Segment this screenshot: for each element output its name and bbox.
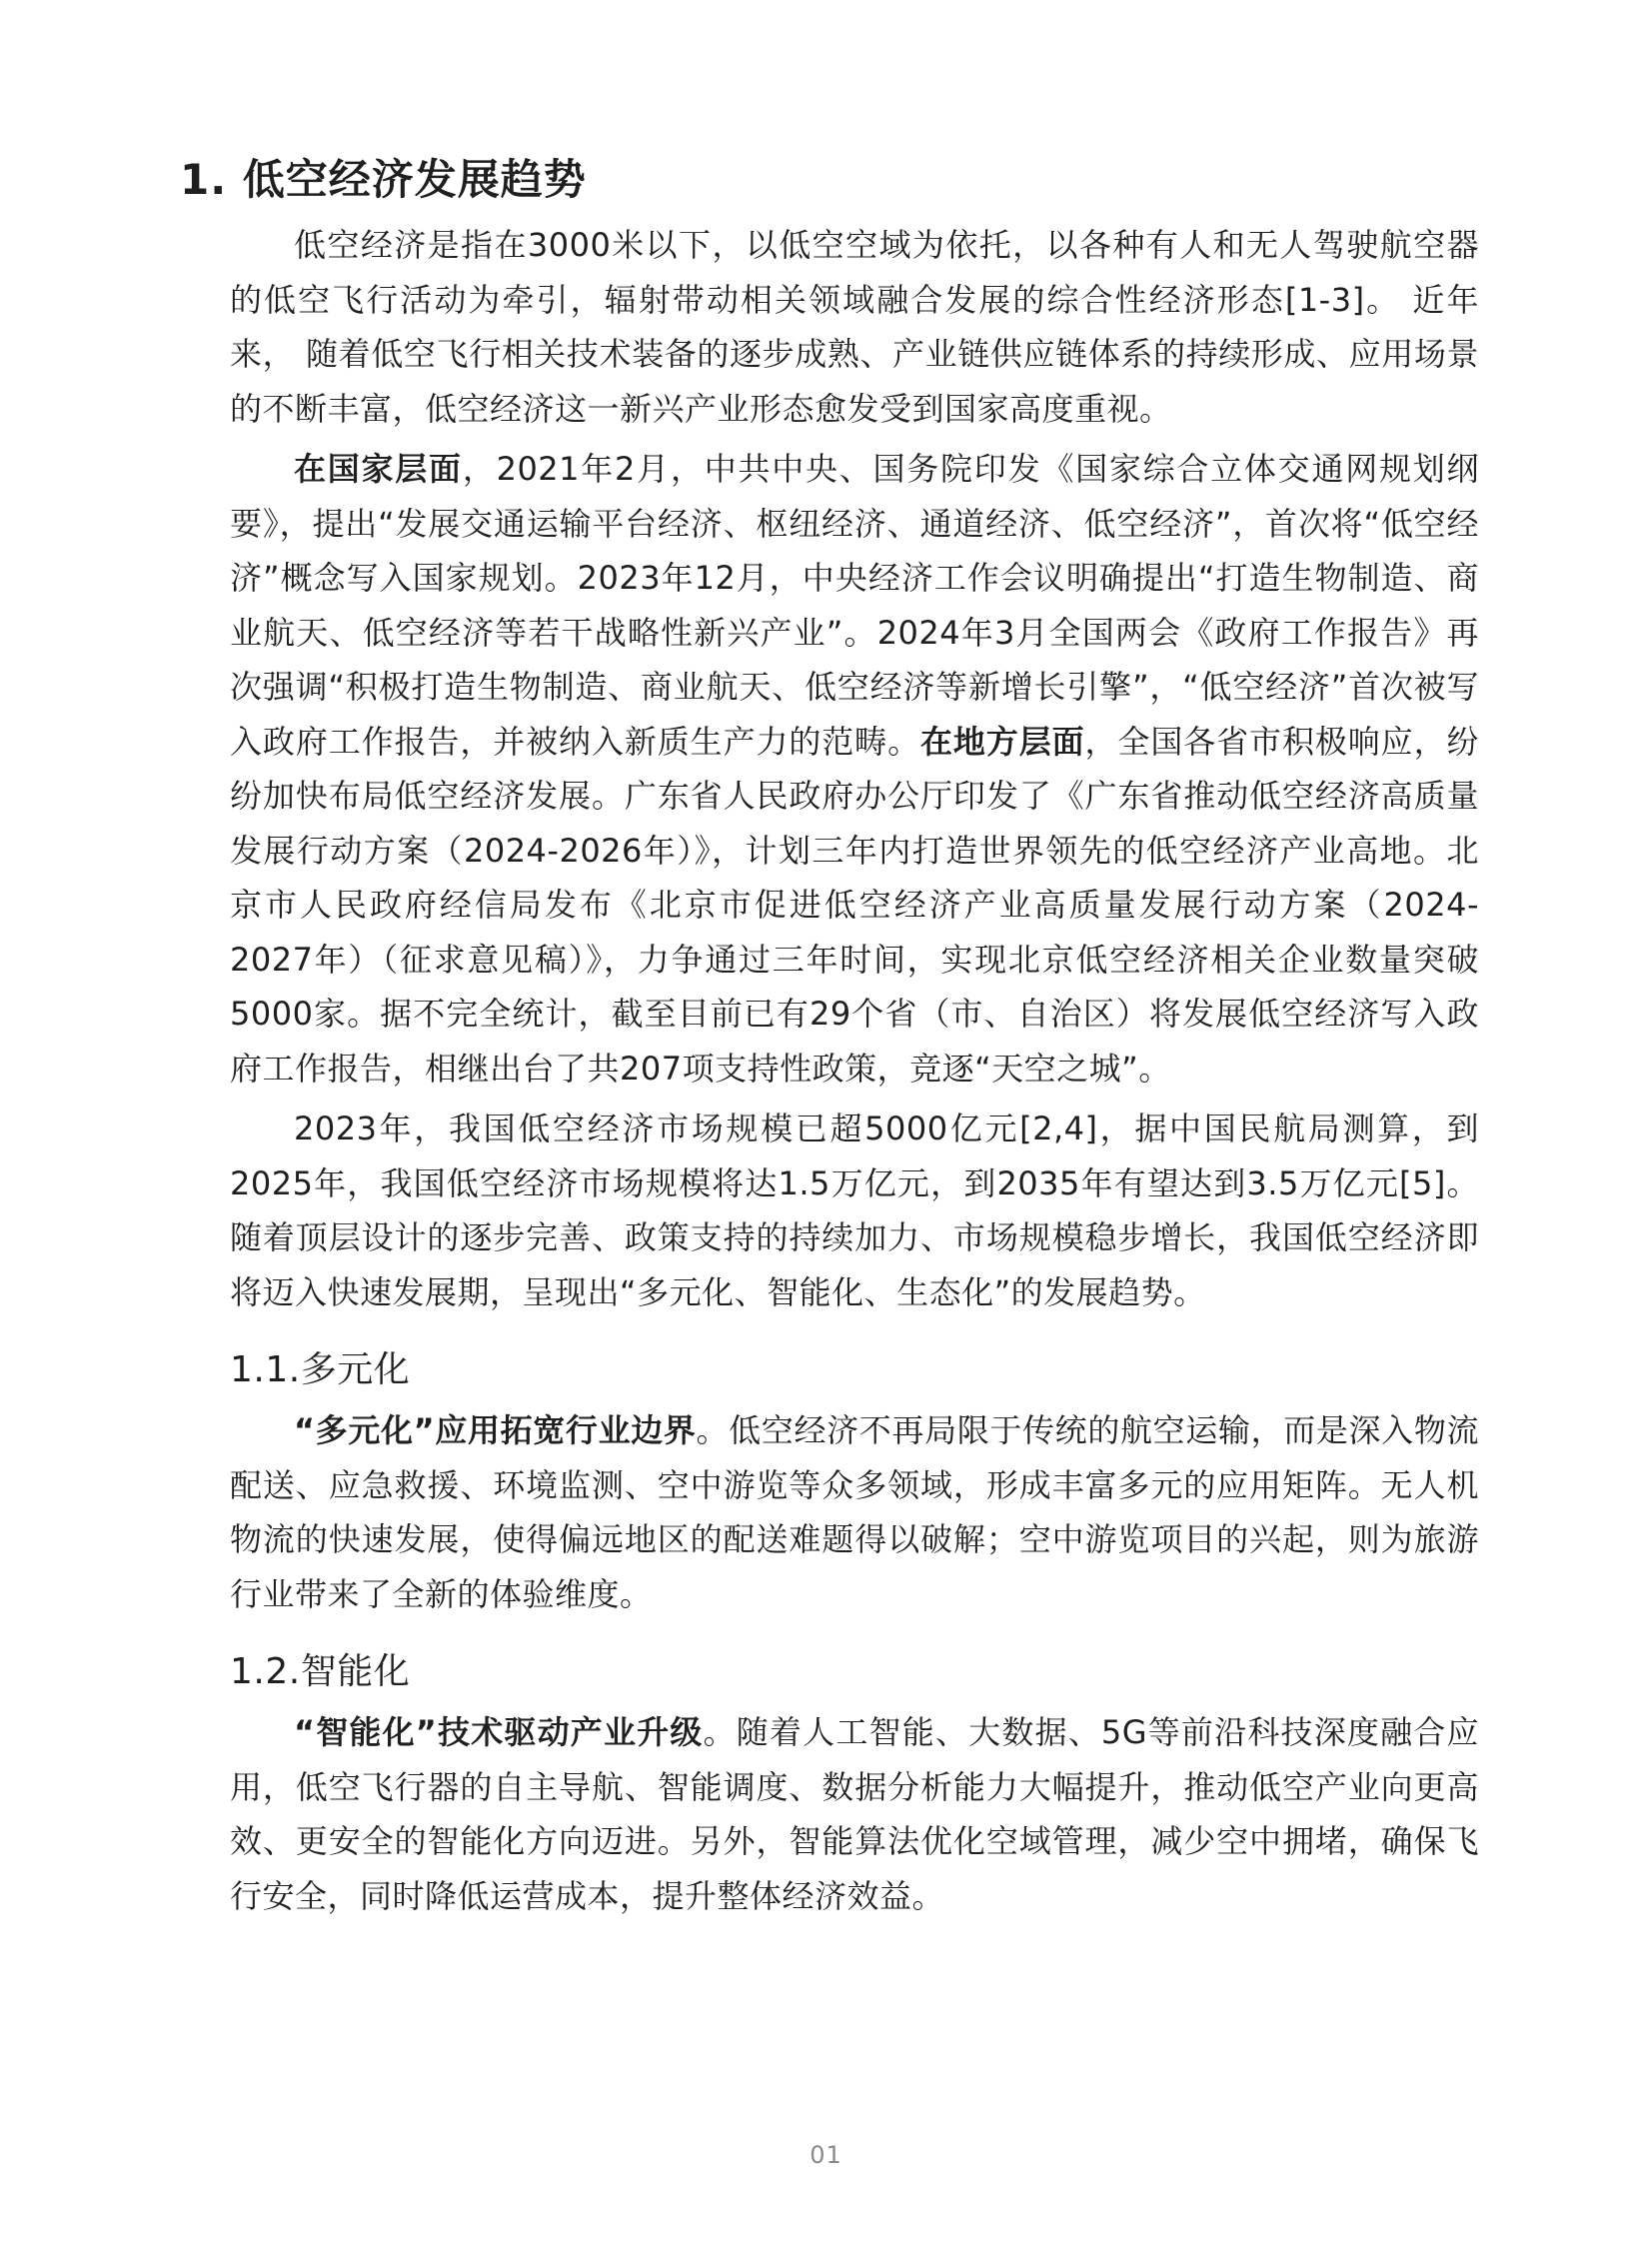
paragraph-diversification	[230, 1403, 1479, 1621]
bold-diversification: “多元化”应用拓宽行业边界	[294, 1411, 697, 1449]
paragraph-policy	[230, 442, 1479, 1096]
subsection-heading-intelligence: 1.2.智能化	[230, 1651, 411, 1692]
page-content	[180, 150, 1479, 1929]
subsection-heading-diversification: 1.1.多元化	[230, 1349, 411, 1390]
text-intelligence: 。随着人工智能、大数据、5G等前沿科技深度融合应用，低空飞行器的自主导航、智能调度、数据分析能力大幅提升，推动低空产业向更高效、更安全的智能化方向迈进。另外，智能算法优化空域管理，减少空中拥堵，确保飞行安全，同时降低运营成本，提升整体经济效益。	[230, 1713, 1479, 1915]
bold-local-level: 在地方层面	[920, 722, 1085, 761]
bold-intelligence: “智能化”技术驱动产业升级	[294, 1713, 704, 1751]
page-number: 01	[810, 2141, 842, 2169]
text-local-level: ，全国各省市积极响应，纷纷加快布局低空经济发展。广东省人民政府办公厅印发了《广东省推动低空经济高质量发展行动方案（2024-2026年）》，计划三年内打造世界领先的低空经济产业高地。北京市人民政府经信局发布《北京市促进低空经济产业高质量发展行动方案（2024-2027年）（征求意见稿）》，力争通过三年时间，实现北京低空经济相关企业数量突破5000家。据不完全统计，截至目前已有29个省（市、自治区）将发展低空经济写入政府工作报告，相继出台了共207项支持性政策，竞逐“天空之城”。	[230, 722, 1479, 1088]
section-heading: 1. 低空经济发展趋势	[180, 155, 587, 204]
text-diversification: 。低空经济不再局限于传统的航空运输，而是深入物流配送、应急救援、环境监测、空中游览等众多领域，形成丰富多元的应用矩阵。无人机物流的快速发展，使得偏远地区的配送难题得以破解；空中游览项目的兴起，则为旅游行业带来了全新的体验维度。	[230, 1411, 1479, 1613]
paragraph-intro: 低空经济是指在3000米以下，以低空空域为依托，以各种有人和无人驾驶航空器的低空飞行活动为牵引，辐射带动相关领域融合发展的综合性经济形态[1-3]。 近年来， 随着低空飞行相关技术装备的逐步成熟、产业链供应链体系的持续形成、应用场景的不断丰富，低空经济这一新兴产业形态愈发受到国家高度重视。	[230, 226, 1479, 428]
text-national-level: ，2021年2月，中共中央、国务院印发《国家综合立体交通网规划纲要》，提出“发展交通运输平台经济、枢纽经济、通道经济、低空经济”，首次将“低空经济”概念写入国家规划。2023年12月，中央经济工作会议明确提出“打造生物制造、商业航天、低空经济等若干战略性新兴产业”。2024年3月全国两会《政府工作报告》再次强调“积极打造生物制造、商业航天、低空经济等新增长引擎”，“低空经济”首次被写入政府工作报告，并被纳入新质生产力的范畴。	[230, 450, 1479, 761]
paragraph-market: 2023年，我国低空经济市场规模已超5000亿元[2,4]，据中国民航局测算，到2025年，我国低空经济市场规模将达1.5万亿元，到2035年有望达到3.5万亿元[5]。随着顶层设计的逐步完善、政策支持的持续加力、市场规模稳步增长，我国低空经济即将迈入快速发展期，呈现出“多元化、智能化、生态化”的发展趋势。	[230, 1110, 1479, 1311]
paragraph-intelligence	[230, 1705, 1479, 1923]
bold-national-level: 在国家层面	[294, 450, 463, 488]
